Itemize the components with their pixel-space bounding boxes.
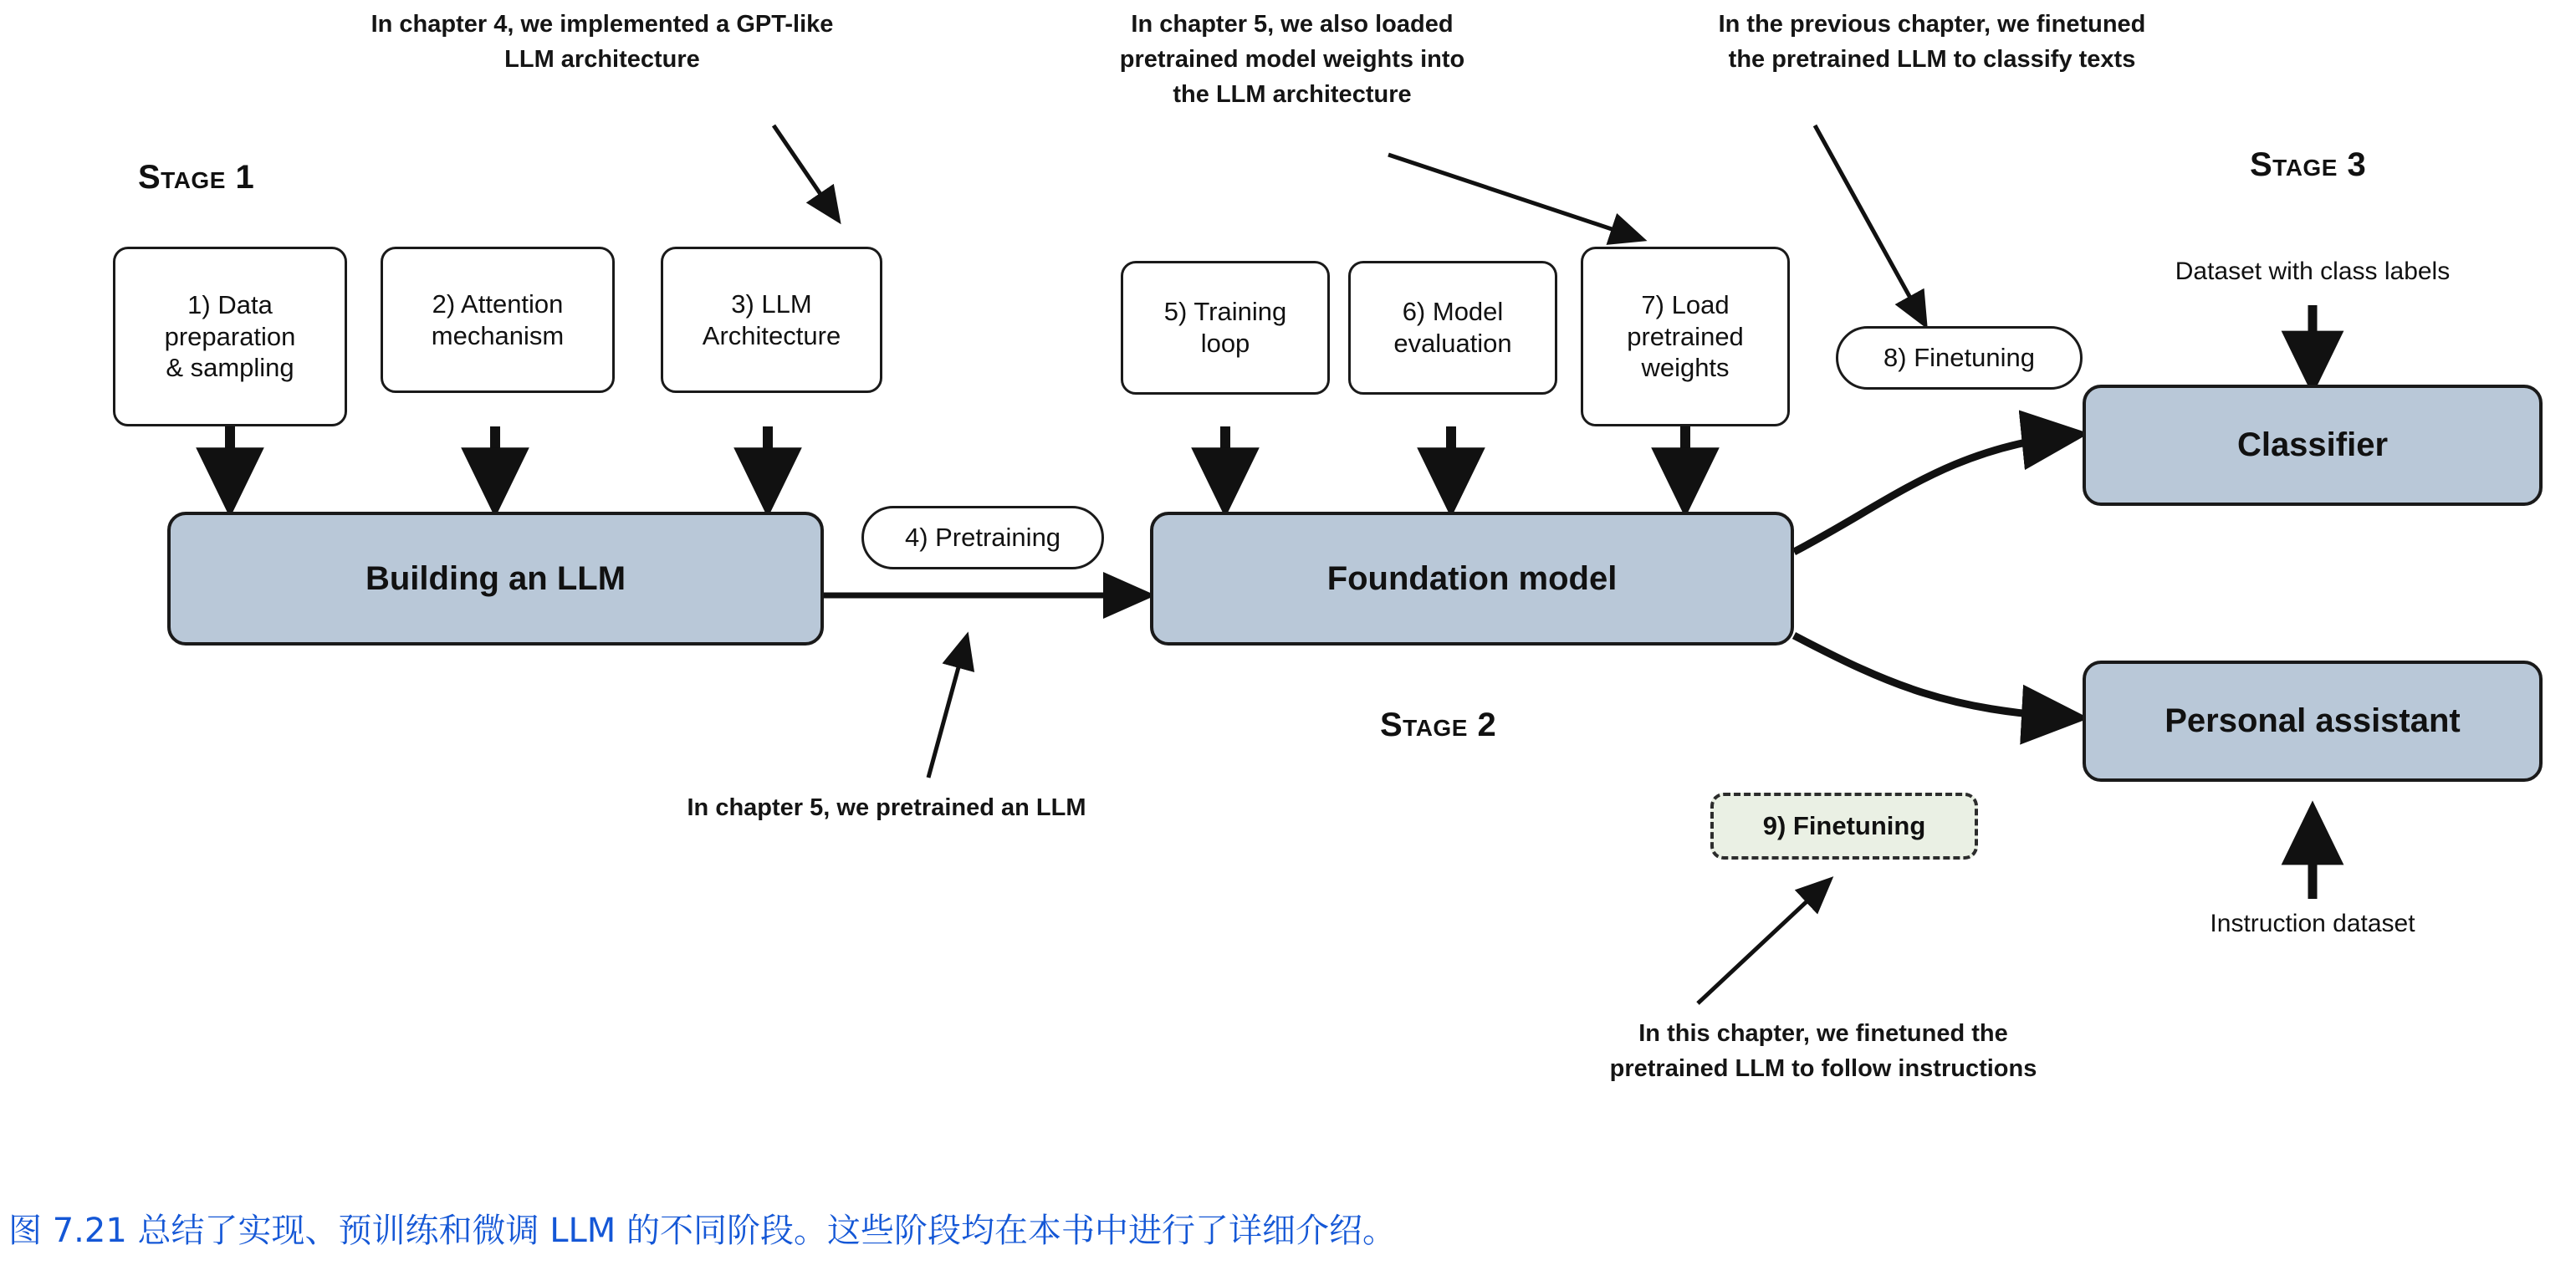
stage-label-2: Stage 2 <box>1380 707 1497 743</box>
annotation-line: In chapter 5, we also loaded <box>1131 11 1454 38</box>
step-line: 2) Attention <box>432 288 564 319</box>
step-box-llm-architecture[interactable] <box>661 247 882 393</box>
box-personal-assistant[interactable]: Personal assistant <box>2083 661 2543 782</box>
step-line: weights <box>1641 353 1730 383</box>
annotation-line: the LLM architecture <box>1173 81 1412 109</box>
label-dataset-with-class-labels: Dataset with class labels <box>2175 258 2451 285</box>
annotation-line: pretrained LLM to follow instructions <box>1609 1055 2037 1083</box>
annotation-line: In chapter 5, we pretrained an LLM <box>687 794 1086 821</box>
step-box-data-preparation[interactable] <box>113 247 347 426</box>
annotation-chapter5-weights <box>1033 7 1551 112</box>
step-line: evaluation <box>1393 329 1512 358</box>
annotation-chapter4 <box>276 7 928 77</box>
step-box-training-loop[interactable] <box>1121 261 1330 395</box>
box-foundation-model[interactable]: Foundation model <box>1150 512 1794 646</box>
step-line: pretrained <box>1627 321 1744 351</box>
pill-finetuning-9[interactable]: 9) Finetuning <box>1710 793 1978 860</box>
step-line: 7) Load <box>1641 289 1730 319</box>
step-line: 6) Model <box>1402 297 1504 327</box>
step-line: preparation <box>164 321 296 351</box>
stage-label-1: Stage 1 <box>138 159 255 196</box>
step-line: loop <box>1200 329 1250 358</box>
pill-finetuning-8[interactable]: 8) Finetuning <box>1836 326 2083 390</box>
label-instruction-dataset: Instruction dataset <box>2210 910 2415 937</box>
annotation-chapter5-pretrained <box>569 790 1204 825</box>
annotation-line: In this chapter, we finetuned the <box>1638 1020 2008 1047</box>
annotation-this-chapter <box>1497 1016 2149 1086</box>
step-line: & sampling <box>166 353 294 383</box>
step-box-model-evaluation[interactable] <box>1348 261 1557 395</box>
step-line: Architecture <box>702 320 841 350</box>
step-line: 3) LLM <box>731 288 812 319</box>
box-building-an-llm[interactable]: Building an LLM <box>167 512 824 646</box>
annotation-line: pretrained model weights into <box>1119 46 1465 74</box>
step-line: 1) Data <box>187 289 273 319</box>
box-classifier[interactable]: Classifier <box>2083 385 2543 506</box>
pill-pretraining[interactable]: 4) Pretraining <box>861 506 1104 569</box>
annotation-previous-chapter <box>1614 7 2250 77</box>
figure-caption: 图 7.21 总结了实现、预训练和微调 LLM 的不同阶段。这些阶段均在本书中进行了详细介绍。 <box>8 1212 1397 1250</box>
annotation-line: In the previous chapter, we finetuned <box>1718 11 2146 38</box>
stage-label-3: Stage 3 <box>2250 146 2367 183</box>
step-line: 5) Training <box>1163 297 1287 327</box>
step-box-attention-mechanism[interactable] <box>381 247 615 393</box>
annotation-line: the pretrained LLM to classify texts <box>1728 46 2136 74</box>
annotation-line: LLM architecture <box>504 46 700 74</box>
step-box-load-pretrained-weights[interactable] <box>1581 247 1790 426</box>
step-line: mechanism <box>431 320 565 350</box>
annotation-line: In chapter 4, we implemented a GPT-like <box>371 11 834 38</box>
